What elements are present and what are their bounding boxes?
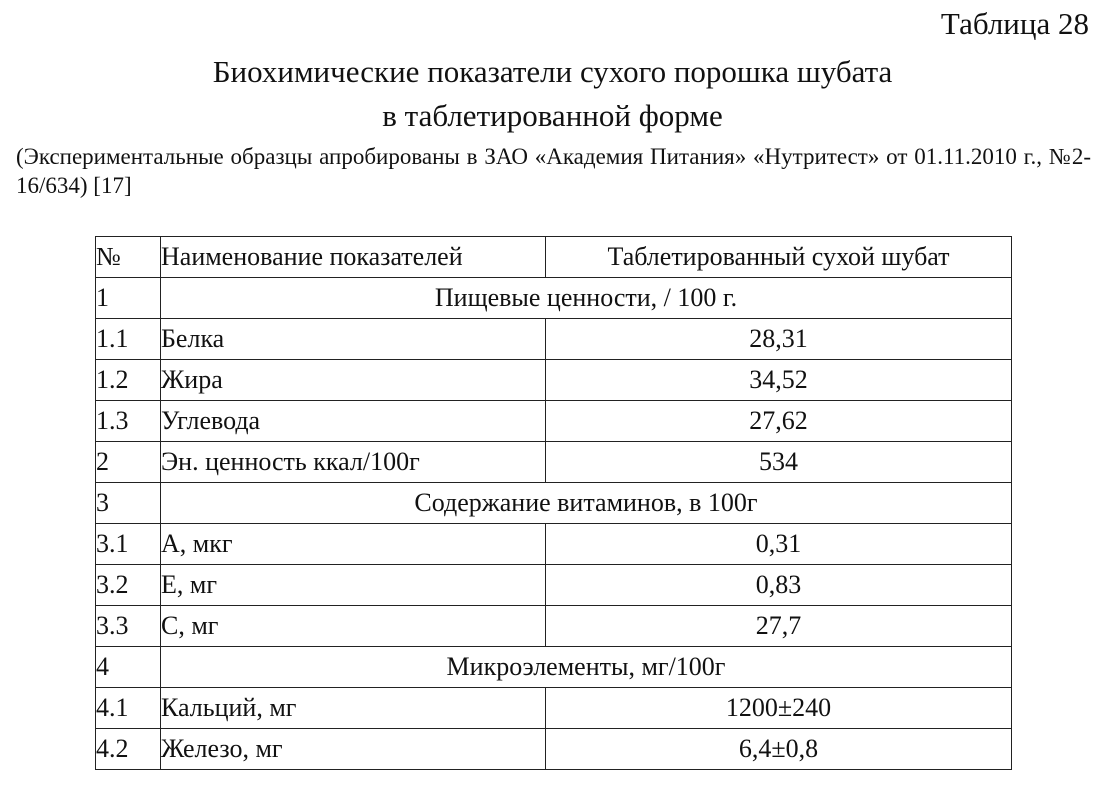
indicator-value: 6,4±0,8	[546, 729, 1012, 770]
table-row	[96, 360, 1012, 401]
row-number: 1.2	[96, 360, 161, 401]
table-row	[96, 401, 1012, 442]
row-number: 4.2	[96, 729, 161, 770]
indicator-value: 534	[546, 442, 1012, 483]
row-number: 4.1	[96, 688, 161, 729]
row-number: 1.3	[96, 401, 161, 442]
indicator-name: С, мг	[161, 606, 546, 647]
indicator-value: 27,7	[546, 606, 1012, 647]
table-row	[96, 606, 1012, 647]
indicator-name: Углевода	[161, 401, 546, 442]
row-number: 1.1	[96, 319, 161, 360]
row-number: 3	[96, 483, 161, 524]
header-value: Таблетированный сухой шубат	[546, 237, 1012, 278]
row-number: 1	[96, 278, 161, 319]
indicator-name: А, мкг	[161, 524, 546, 565]
indicator-value: 0,83	[546, 565, 1012, 606]
section-row	[96, 647, 1012, 688]
section-title: Содержание витаминов, в 100г	[161, 483, 1012, 524]
indicator-name: Кальций, мг	[161, 688, 546, 729]
table-number: Таблица 28	[940, 6, 1089, 41]
indicator-name: Эн. ценность ккал/100г	[161, 442, 546, 483]
table-row	[96, 524, 1012, 565]
header-name: Наименование показателей	[161, 237, 546, 278]
table-row	[96, 729, 1012, 770]
indicator-value: 0,31	[546, 524, 1012, 565]
indicator-name: Жира	[161, 360, 546, 401]
row-number: 3.3	[96, 606, 161, 647]
indicator-name: Белка	[161, 319, 546, 360]
section-row	[96, 483, 1012, 524]
title-line-1: Биохимические показатели сухого порошка шубата	[212, 54, 893, 89]
indicator-name: Е, мг	[161, 565, 546, 606]
row-number: 4	[96, 647, 161, 688]
row-number: 3.2	[96, 565, 161, 606]
indicator-value: 27,62	[546, 401, 1012, 442]
header-number: №	[96, 237, 161, 278]
indicator-value: 1200±240	[546, 688, 1012, 729]
section-row	[96, 278, 1012, 319]
indicator-name: Железо, мг	[161, 729, 546, 770]
section-title: Микроэлементы, мг/100г	[161, 647, 1012, 688]
source-note: (Экспериментальные образцы апробированы в ЗАО «Академия Питания» «Нутритест» от 01.11.2010 г., №2-16/634) [17]	[16, 144, 1091, 198]
table-row	[96, 319, 1012, 360]
indicator-value: 28,31	[546, 319, 1012, 360]
section-title: Пищевые ценности, / 100 г.	[161, 278, 1012, 319]
table-row	[96, 565, 1012, 606]
table-header-row	[96, 237, 1012, 278]
table-title	[0, 50, 1105, 138]
table-row	[96, 442, 1012, 483]
biochemical-table	[95, 236, 1012, 770]
row-number: 2	[96, 442, 161, 483]
title-line-2: в таблетированной форме	[382, 98, 723, 133]
table-row	[96, 688, 1012, 729]
indicator-value: 34,52	[546, 360, 1012, 401]
row-number: 3.1	[96, 524, 161, 565]
